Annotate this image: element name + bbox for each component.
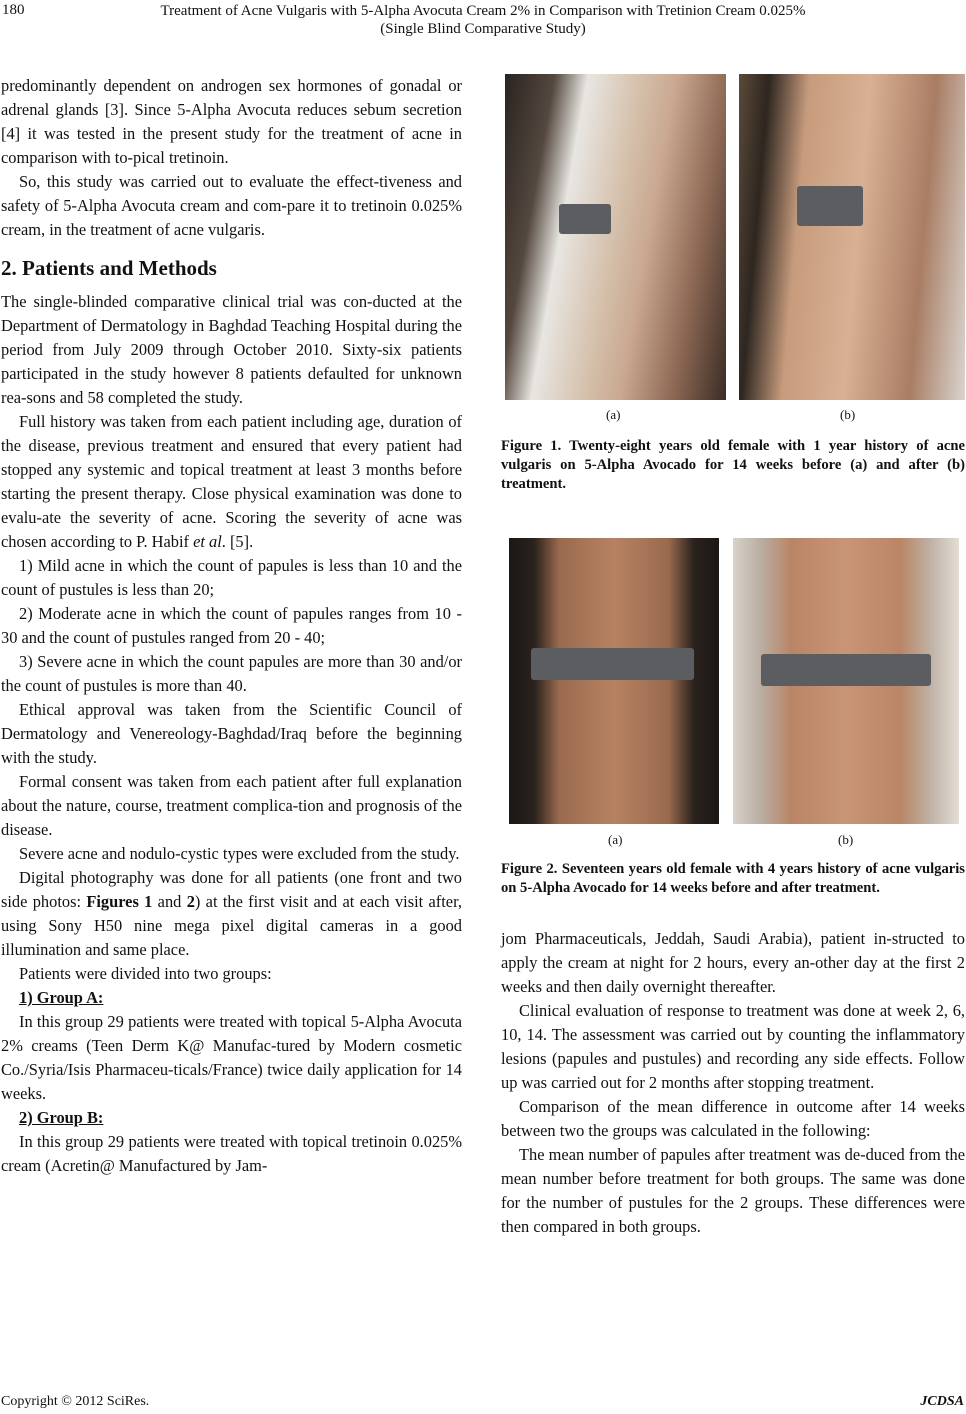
paragraph: Ethical approval was taken from the Scientific Council of Dermatology and Venereology-Baghdad/Iraq before the beginning with the study. (1, 700, 462, 767)
paragraph: jom Pharmaceuticals, Jeddah, Saudi Arabia), patient in-structed to apply the cream at night for 2 hours, every an-other day at the first 2 weeks and then daily overnight thereafter. (501, 929, 965, 996)
figure-2-label-b: (b) (838, 832, 854, 847)
paragraph: The single-blinded comparative clinical trial was con-ducted at the Department of Dermatology in Baghdad Teaching Hospital during the period from July 2009 through October 2010. Sixty-six patients participated in the study however 8 patients defaulted for unknown rea-sons and 58 completed the study. (1, 292, 462, 407)
journal-abbreviation: JCDSA (920, 1394, 964, 1409)
subheading-paragraph (1, 986, 462, 1010)
group-b-heading: 2) Group B: (19, 1108, 104, 1127)
figure-2 (501, 538, 965, 848)
figure-2-label-a: (a) (608, 832, 623, 847)
text-run: . [5]. (221, 532, 254, 551)
paragraph: 2) Moderate acne in which the count of papules ranges from 10 - 30 and the count of pustules ranged from 20 - 40; (1, 604, 462, 647)
paragraph: Severe acne and nodulo-cystic types were excluded from the study. (19, 844, 460, 863)
figure-reference: Figures 1 (86, 892, 153, 911)
running-title-line2: (Single Blind Comparative Study) (380, 21, 586, 37)
paragraph: So, this study was carried out to evaluate the effect-tiveness and safety of 5-Alpha Avocuta cream and com-pare it to tretinoin 0.025% cream, in the treatment of acne vulgaris. (1, 172, 462, 239)
eye-censor-bar (761, 654, 931, 686)
paragraph (1, 866, 462, 962)
figure-2-photo-after (733, 538, 959, 824)
page-number: 180 (2, 2, 25, 18)
figure-1-photo-after (739, 74, 965, 400)
paragraph: Patients were divided into two groups: (19, 964, 272, 983)
paragraph: 1) Mild acne in which the count of papules is less than 10 and the count of pustules is less than 20; (1, 556, 462, 599)
paragraph: Formal consent was taken from each patient after full explanation about the nature, course, treatment complica-tion and prognosis of the disease. (1, 772, 462, 839)
eye-censor-bar (531, 648, 694, 680)
section-heading: 2. Patients and Methods (1, 256, 217, 280)
figure-1-label-a: (a) (606, 407, 621, 422)
figure-1 (501, 74, 965, 422)
text-run: Digital photography was done for all patients (one front and two side photos: (1, 868, 462, 911)
text-run: Full history was taken from each patient including age, duration of the disease, previous treatment and ensured that every patient had stopped any systemic and topical treatment at least 3 months before starting the present therapy. Close physical examination was done to evalu-ate the severity of acne. Scoring the severity of acne was chosen according to P. Habif (1, 412, 462, 551)
group-a-heading: 1) Group A: (19, 988, 104, 1007)
page-header (0, 0, 966, 52)
running-title-line1: Treatment of Acne Vulgaris with 5-Alpha Avocuta Cream 2% in Comparison with Tretinion Cream 0.025% (160, 3, 806, 19)
paragraph: In this group 29 patients were treated with topical 5-Alpha Avocuta 2% creams (Teen Derm K@ Manufac-tured by Modern cosmetic Co./Syria/Isis Pharmaceu-ticals/France) twice daily application for 14 weeks. (1, 1012, 462, 1103)
figure-1-photo-before (505, 74, 726, 400)
paragraph: In this group 29 patients were treated with topical tretinoin 0.025% cream (Acretin@ Manufactured by Jam- (1, 1132, 462, 1175)
right-column (501, 74, 965, 1239)
figure-2-caption: Figure 2. Seventeen years old female with 4 years history of acne vulgaris on 5-Alpha Avocado for 14 weeks before and after treatment. (501, 861, 965, 896)
subheading-paragraph (1, 1106, 462, 1130)
paragraph: Comparison of the mean difference in outcome after 14 weeks between two the groups was calculated in the following: (501, 1097, 965, 1140)
paragraph: Clinical evaluation of response to treatment was done at week 2, 6, 10, 14. The assessment was carried out by counting the inflammatory lesions (papules and pustules) and recording any side effects. Follow up was carried out for 2 months after stopping treatment. (501, 1001, 965, 1092)
left-column (1, 74, 462, 1178)
spacer (501, 898, 965, 927)
figure-2-photo-before (509, 538, 719, 824)
figure-1-label-b: (b) (840, 407, 856, 422)
eye-censor-bar (797, 186, 863, 226)
page-footer (0, 1394, 966, 1414)
figure-reference: 2 (186, 892, 195, 911)
paragraph: The mean number of papules after treatment was de-duced from the mean number before treatment for both groups. The same was done for the number of pustules for the 2 groups. These differences were then compared in both groups. (501, 1145, 965, 1236)
copyright-notice: Copyright © 2012 SciRes. (1, 1394, 150, 1409)
paragraph: predominantly dependent on androgen sex hormones of gonadal or adrenal glands [3]. Since 5-Alpha Avocuta reduces sebum secretion [4] it was tested in the present study for the treatment of acne in comparison with to-pical tretinoin. (1, 76, 462, 167)
eye-censor-bar (559, 204, 611, 234)
text-run: ) at the first visit and at each visit after, using Sony H50 nine mega pixel digital cameras in a good illumination and same place. (1, 892, 462, 959)
text-run: and (152, 892, 187, 911)
paragraph (1, 410, 462, 554)
et-al-text: et al (193, 532, 222, 551)
spacer (501, 494, 965, 538)
figure-1-caption: Figure 1. Twenty-eight years old female with 1 year history of acne vulgaris on 5-Alpha Avocado for 14 weeks before (a) and after (b) treatment. (501, 438, 965, 492)
paragraph: 3) Severe acne in which the count papules are more than 30 and/or the count of pustules is more than 40. (1, 652, 462, 695)
running-title (40, 2, 926, 38)
